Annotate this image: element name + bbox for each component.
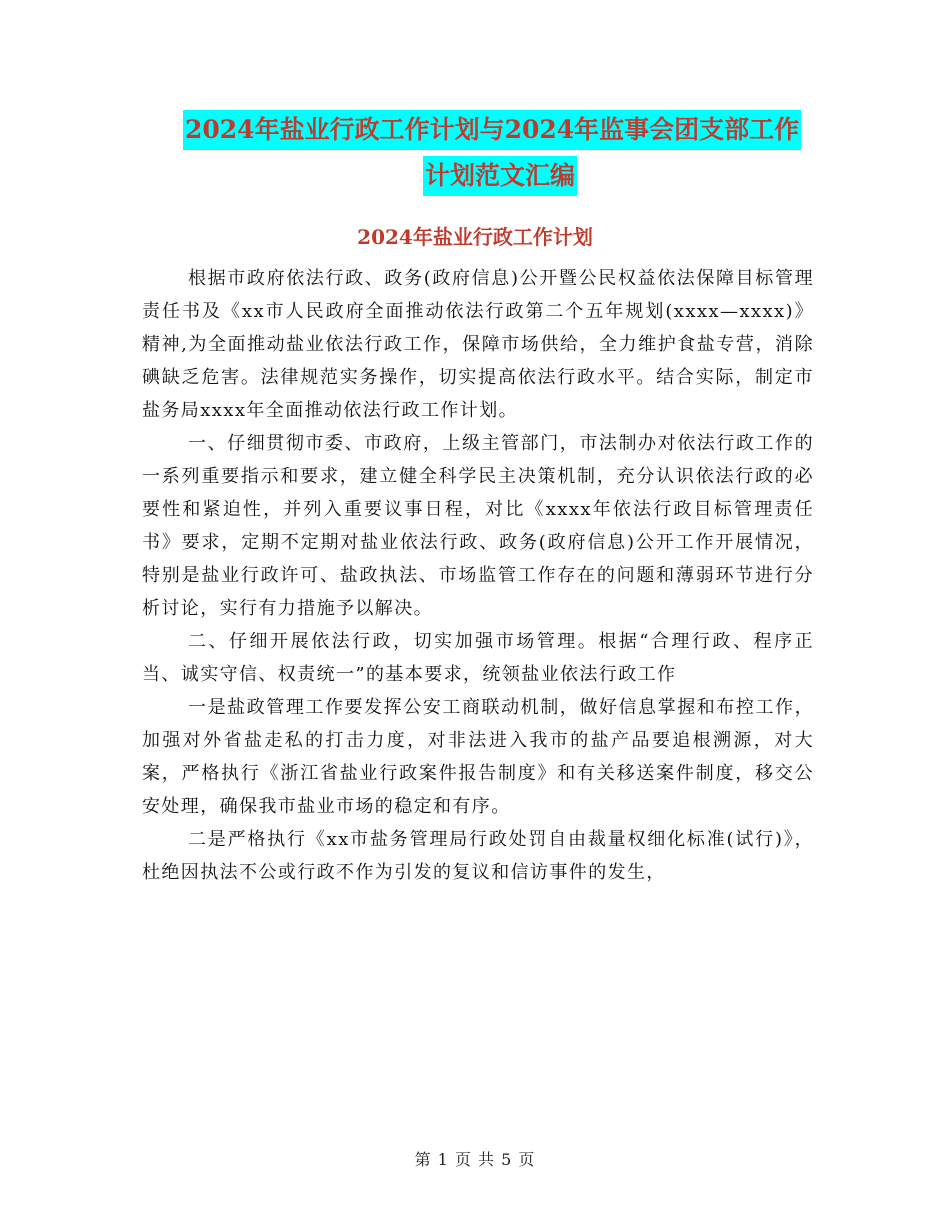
title-line-2: 计划范文汇编 bbox=[423, 156, 577, 196]
page-footer: 第 1 页 共 5 页 bbox=[414, 1150, 536, 1169]
document-body bbox=[142, 262, 814, 889]
paragraph-3: 二、仔细开展依法行政，切实加强市场管理。根据“合理行政、程序正当、诚实守信、权责统一”的基本要求，统领盐业依法行政工作 bbox=[142, 631, 814, 685]
paragraph-1: 根据市政府依法行政、政务(政府信息)公开暨公民权益依法保障目标管理责任书及《xx市人民政府全面推动依法行政第二个五年规划(xxxx—xxxx)》精神,为全面推动盐业依法行政工作，保障市场供给，全力维护食盐专营，消除碘缺乏危害。法律规范实务操作，切实提高依法行政水平。结合实际，制定市盐务局xxxx年全面推动依法行政工作计划。 bbox=[142, 268, 814, 421]
paragraph-4: 一是盐政管理工作要发挥公安工商联动机制，做好信息掌握和布控工作，加强对外省盐走私的打击力度，对非法进入我市的盐产品要追根溯源，对大案，严格执行《浙江省盐业行政案件报告制度》和有关移送案件制度，移交公安处理，确保我市盐业市场的稳定和有序。 bbox=[142, 697, 814, 817]
section-heading: 2024年盐业行政工作计划 bbox=[357, 225, 593, 249]
title-line-1: 2024年盐业行政工作计划与2024年监事会团支部工作 bbox=[183, 110, 801, 150]
paragraph-5: 二是严格执行《xx市盐务管理局行政处罚自由裁量权细化标准(试行)》，杜绝因执法不公或行政不作为引发的复议和信访事件的发生， bbox=[142, 829, 814, 883]
paragraph-2: 一、仔细贯彻市委、市政府，上级主管部门，市法制办对依法行政工作的一系列重要指示和要求，建立健全科学民主决策机制，充分认识依法行政的必要性和紧迫性，并列入重要议事日程，对比《xxxx年依法行政目标管理责任书》要求，定期不定期对盐业依法行政、政务(政府信息)公开工作开展情况，特别是盐业行政许可、盐政执法、市场监管工作存在的问题和薄弱环节进行分析讨论，实行有力措施予以解决。 bbox=[142, 433, 814, 619]
